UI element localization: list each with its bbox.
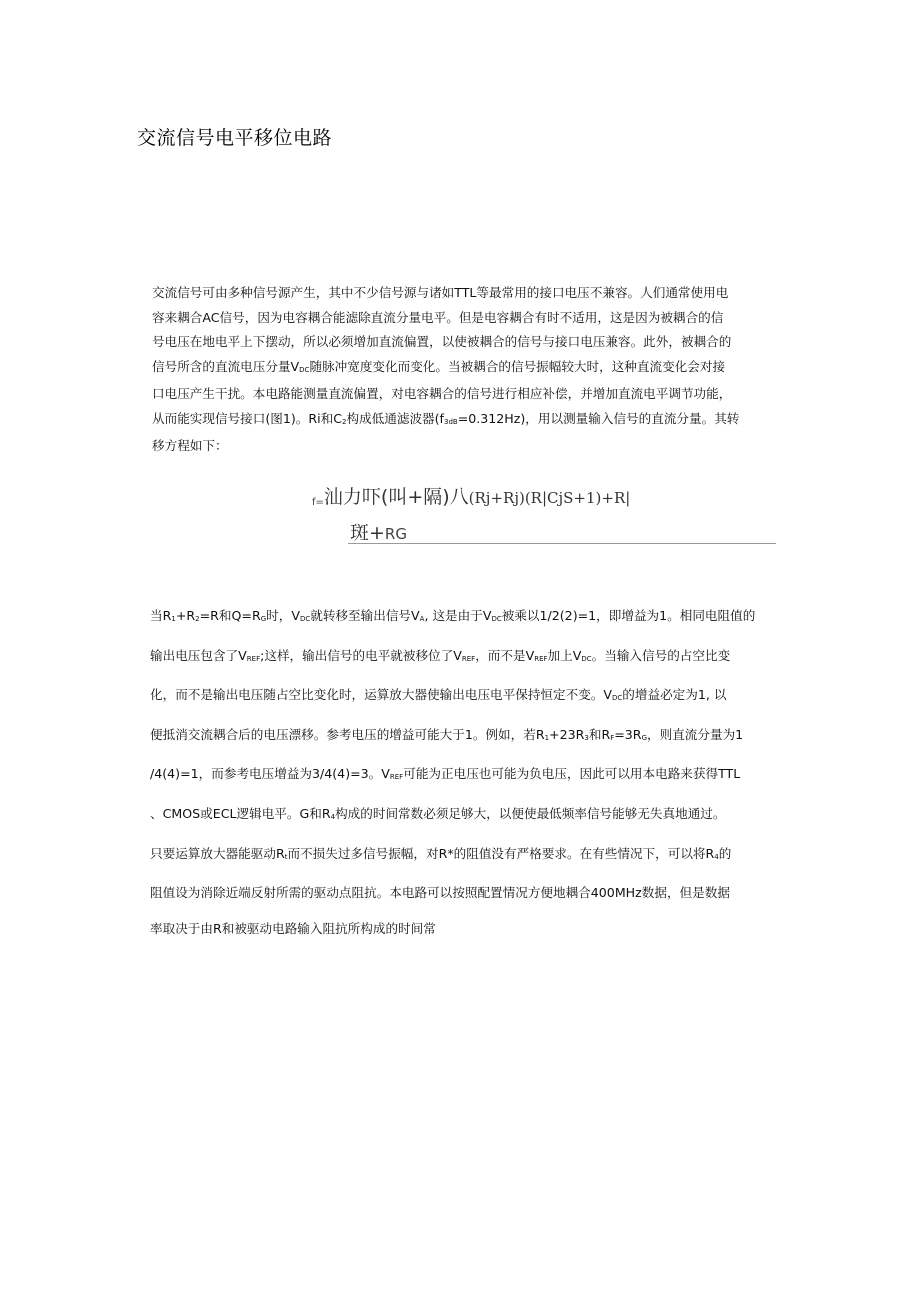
text-run: 从而能实现信号接口(图1)。Ri和C xyxy=(152,410,343,426)
equation-prefix: f= xyxy=(312,497,324,508)
transfer-equation-denominator xyxy=(350,518,407,545)
text-run: =R和Q=R xyxy=(199,608,261,623)
text-run: 输出电压包含了V xyxy=(150,647,247,663)
subscript: DC xyxy=(491,615,502,623)
subscript: 1 xyxy=(544,733,550,742)
paragraph-line xyxy=(150,677,780,717)
subscript: DC xyxy=(612,694,623,703)
intro-paragraph xyxy=(152,281,778,459)
text-run: ;这样，输出信号的电平就被移位了V xyxy=(260,647,462,663)
text-run: 加上V xyxy=(547,647,582,663)
paragraph-line xyxy=(150,598,780,638)
text-run: ，而不是V xyxy=(475,647,535,663)
text-run: =3R xyxy=(614,726,642,742)
paragraph-line xyxy=(150,638,780,678)
subscript: REF xyxy=(461,654,476,663)
text-run: 被乘以1/2(2)=1，即增益为1。相同电阻值的 xyxy=(501,608,756,623)
equation-terms: RG xyxy=(384,525,407,543)
subscript: 4 xyxy=(714,852,719,861)
subscript: A xyxy=(419,615,425,623)
text-run: 只要运算放大器能驱动R xyxy=(150,845,285,861)
text-run: 当R xyxy=(150,608,172,623)
paragraph-line: 阻值设为消除近端反射所需的驱动点阻抗。本电路可以按照配置情况方便地耦合400MHz数据，但是数据 xyxy=(150,885,730,901)
paragraph-line: 交流信号可由多种信号源产生，其中不少信号源与诸如TTL等最常用的接口电压不兼容。人们通常使用电 xyxy=(152,285,729,300)
text-run: 就转移至输出信号V xyxy=(310,608,420,623)
text-run: +23R xyxy=(549,726,585,742)
subscript: F xyxy=(610,733,615,742)
subscript: 3dB xyxy=(444,417,458,426)
paragraph-line xyxy=(150,756,780,796)
fraction-rule xyxy=(348,543,776,544)
text-run: 。当输入信号的占空比变 xyxy=(591,647,731,663)
explanation-paragraph xyxy=(150,598,780,946)
paragraph-line xyxy=(150,836,780,876)
text-run: ，则直流分量为1 xyxy=(647,726,744,742)
text-run: 、CMOS或ECL逻辑电平。G和R xyxy=(150,805,331,821)
paragraph-line xyxy=(150,796,780,836)
text-run: 随脉冲宽度变化而变化。当被耦合的信号振幅较大时，这种直流变化会对接 xyxy=(309,358,726,374)
subscript: G xyxy=(641,733,647,742)
subscript: G xyxy=(260,615,267,623)
text-run: /4(4)=1，而参考电压增益为3/4(4)=3。V xyxy=(150,766,390,782)
subscript: t xyxy=(284,852,288,861)
text-run: 构成低通滤波器(f xyxy=(346,410,444,426)
text-run: 的 xyxy=(718,845,732,861)
text-run: 信号所含的直流电压分量V xyxy=(152,358,300,374)
text-run: , 这是由于V xyxy=(424,608,492,623)
text-run: =0.312Hz)，用以测量输入信号的直流分量。其转 xyxy=(457,410,740,426)
text-run: 而不损失过多信号振幅，对R*的阻值没有严格要求。在有些情况下，可以将R xyxy=(287,845,715,861)
paragraph-line: 率取决于由R和被驱动电路输入阻抗所构成的时间常 xyxy=(150,920,436,936)
subscript: REF xyxy=(246,654,261,663)
subscript: 4 xyxy=(330,812,336,821)
text-run: 可能为正电压也可能为负电压，因此可以用本电路来获得TTL xyxy=(403,766,741,782)
equation-garbled-text: 斑+ xyxy=(350,522,385,544)
paragraph-line: 口电压产生干扰。本电路能测量直流偏置，对电容耦合的信号进行相应补偿，并增加直流电平调节功能， xyxy=(152,386,732,401)
subscript: REF xyxy=(389,773,404,782)
document-title: 交流信号电平移位电路 xyxy=(137,127,333,149)
equation-garbled-text: 汕力吓(叫+隔)八 xyxy=(323,486,469,508)
paragraph-line xyxy=(152,407,778,435)
text-run: 便抵消交流耦合后的电压漂移。参考电压的增益可能大于1。例如，若R xyxy=(150,726,545,742)
text-run: 时，V xyxy=(266,608,300,623)
subscript: 1 xyxy=(171,615,176,623)
paragraph-line xyxy=(150,717,780,757)
paragraph-line: 移方程如下： xyxy=(152,438,228,453)
subscript: 3 xyxy=(584,733,589,742)
subscript: REF xyxy=(534,654,548,663)
transfer-equation-numerator xyxy=(312,482,630,509)
equation-terms: (Rj+Rj)(R|CjS+1)+R| xyxy=(468,489,631,507)
text-run: +R xyxy=(175,608,196,623)
text-run: 构成的时间常数必须足够大，以便使最低频率信号能够无失真地通过。 xyxy=(335,805,726,821)
text-run: 和R xyxy=(588,726,611,742)
subscript: DC xyxy=(299,365,310,374)
paragraph-line: 容来耦合AC信号，因为电容耦合能滤除直流分量电平。但是电容耦合有时不适用，这是因为被耦合的信 xyxy=(152,309,724,325)
subscript: DC xyxy=(299,615,311,623)
text-run: 化，而不是输出电压随占空比变化时，运算放大器使输出电压电平保持恒定不变。V xyxy=(150,687,612,703)
text-run: 的增益必定为1, 以 xyxy=(622,687,727,703)
paragraph-line xyxy=(152,355,778,383)
subscript: 2 xyxy=(342,417,347,426)
subscript: 2 xyxy=(195,615,200,623)
subscript: DC xyxy=(581,654,592,663)
paragraph-line: 号电压在地电平上下摆动，所以必须增加直流偏置，以使被耦合的信号与接口电压兼容。此外，被耦合的 xyxy=(152,334,732,349)
